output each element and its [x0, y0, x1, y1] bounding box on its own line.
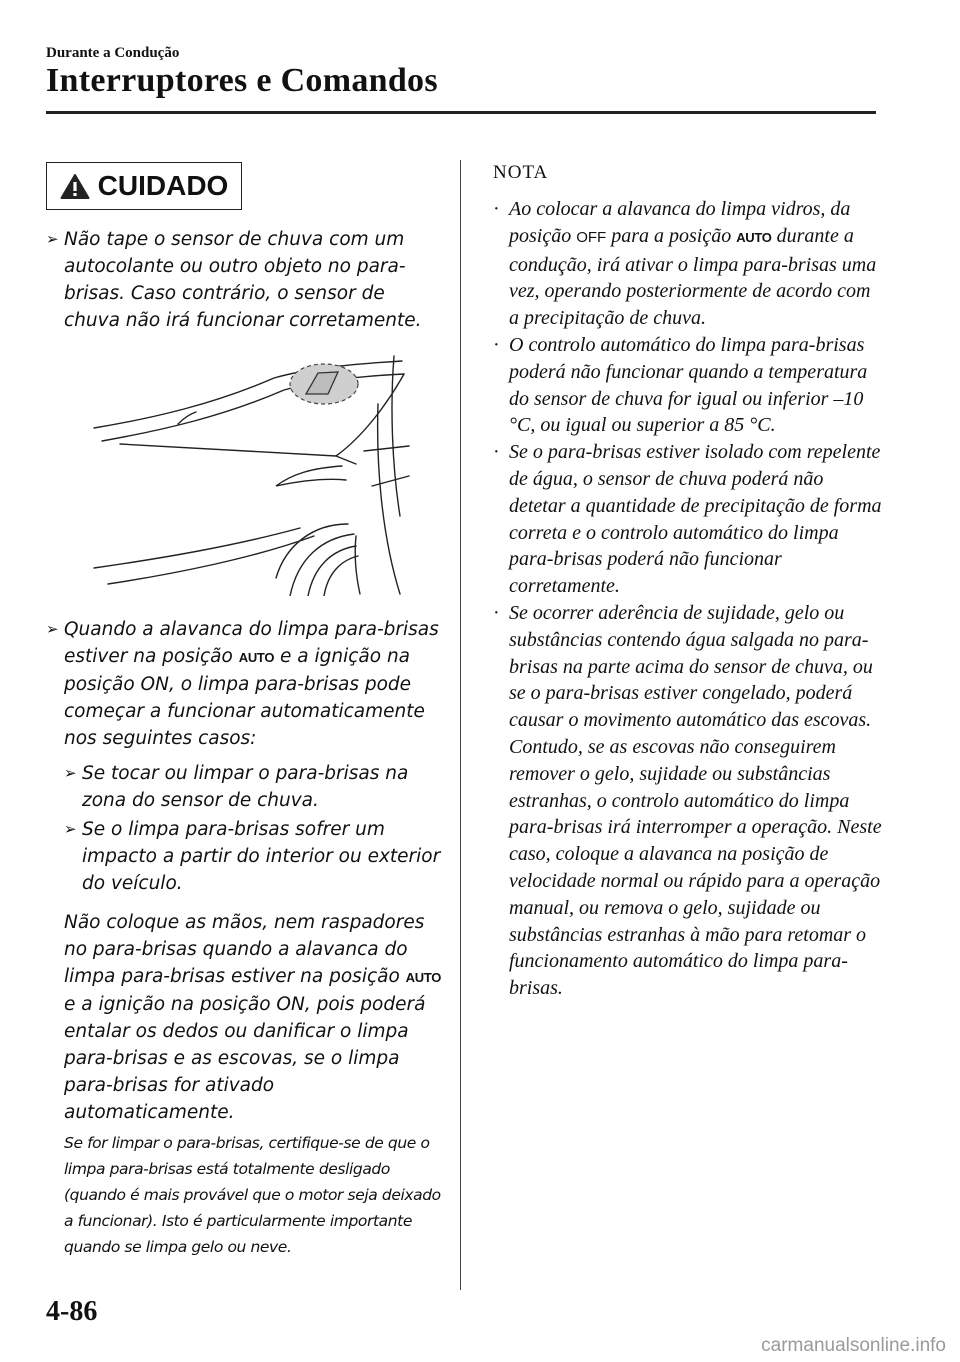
note-text: Ao colocar a alavanca do limpa vidros, da posição — [509, 198, 851, 247]
note-text: Se o para-brisas estiver isolado com repelente de água, o sensor de chuva poderá não detetar a quantidade de precipitação de forma correta e o controlo automático do limpa para-brisas poderá não funcionar corretamente. — [509, 441, 882, 598]
caution-paragraph — [46, 909, 442, 1126]
caution-text: e a ignição na posição ON, o limpa para-brisas pode começar a funcionar automaticamente nos seguintes casos: — [64, 646, 425, 749]
dot-bullet-icon: · — [493, 198, 500, 220]
caution-text: Não coloque as mãos, nem raspadores no para-brisas quando a alavanca do limpa para-brisas estiver na posição — [64, 912, 425, 987]
caution-label: CUIDADO — [97, 170, 229, 201]
caution-bullet — [46, 616, 442, 752]
note-item — [493, 439, 885, 600]
warning-triangle-icon — [60, 173, 90, 200]
caution-sub-bullet — [64, 816, 442, 897]
column-divider — [460, 160, 461, 1290]
watermark: carmanualsonline.info — [761, 1335, 946, 1356]
auto-position-tag: AUTO — [736, 229, 772, 245]
auto-position-tag: AUTO — [238, 650, 275, 665]
auto-position-tag: AUTO — [405, 970, 442, 985]
off-position-tag: OFF — [576, 228, 607, 246]
caution-box — [46, 162, 242, 210]
caution-text: Se o limpa para-brisas sofrer um impacto a partir do interior ou exterior do veículo. — [82, 819, 441, 894]
dot-bullet-icon: · — [493, 441, 500, 464]
note-item — [493, 332, 885, 439]
dot-bullet-icon: · — [493, 333, 500, 356]
page-number: 4-86 — [46, 1296, 98, 1327]
caution-text: e a ignição na posição ON, pois poderá entalar os dedos ou danificar o limpa para-brisas e as escovas, se o limpa para-brisas for ativado automaticamente. — [64, 994, 426, 1123]
caution-bullet — [46, 226, 442, 334]
title-rule — [46, 111, 876, 114]
note-text: durante a condução, irá ativar o limpa para-brisas uma vez, operando posteriormente de acordo com a precipitação de chuva. — [509, 224, 877, 330]
caution-content — [46, 226, 442, 1260]
arrow-bullet-icon: ➢ — [46, 620, 59, 638]
note-text: O controlo automático do limpa para-brisas poderá não funcionar quando a temperatura do sensor de chuva for igual ou inferior –10 °C, ou igual ou superior a 85 °C. — [509, 333, 868, 437]
nota-content — [493, 196, 885, 1002]
caution-text: Não tape o sensor de chuva com um autocolante ou outro objeto no para-brisas. Caso contrário, o sensor de chuva não irá funcionar corretamente. — [64, 229, 422, 331]
page-title: Interruptores e Comandos — [46, 62, 438, 99]
caution-text: Quando a alavanca do limpa para-brisas estiver na posição — [64, 619, 439, 667]
caution-text: Se tocar ou limpar o para-brisas na zona do sensor de chuva. — [82, 763, 409, 811]
note-item — [493, 600, 885, 1002]
arrow-bullet-icon: ➢ — [64, 820, 77, 838]
note-item — [493, 196, 885, 332]
nota-heading: NOTA — [493, 162, 549, 183]
note-text: Se ocorrer aderência de sujidade, gelo ou substâncias contendo água salgada no para-brisas na parte acima do sensor de chuva, ou se o para-brisas estiver congelado, poderá causar o movimento automático das escovas. Contudo, se as escovas não conseguirem remover o gelo, sujidade ou substâncias estranhas, o controlo automático do limpa para-brisas irá interromper a operação. Neste caso, coloque a alavanca na posição de velocidade normal ou rápido para a operação manual, ou remova o gelo, sujidade ou substâncias estranhas à mão para retomar o funcionamento automático do limpa para-brisas. — [509, 601, 882, 1000]
note-text: para a posição — [606, 224, 737, 247]
arrow-bullet-icon: ➢ — [64, 764, 77, 782]
caution-sub-bullet — [64, 760, 442, 814]
section-label: Durante a Condução — [46, 45, 180, 61]
dot-bullet-icon: · — [493, 601, 500, 624]
rain-sensor-illustration — [64, 346, 442, 596]
caution-small-note: Se for limpar o para-brisas, certifique-se de que o limpa para-brisas está totalmente desligado (quando é mais provável que o motor seja deixado a funcionar). Isto é particularmente importante quando se limpa gelo ou neve. — [64, 1134, 441, 1256]
arrow-bullet-icon: ➢ — [46, 230, 59, 248]
